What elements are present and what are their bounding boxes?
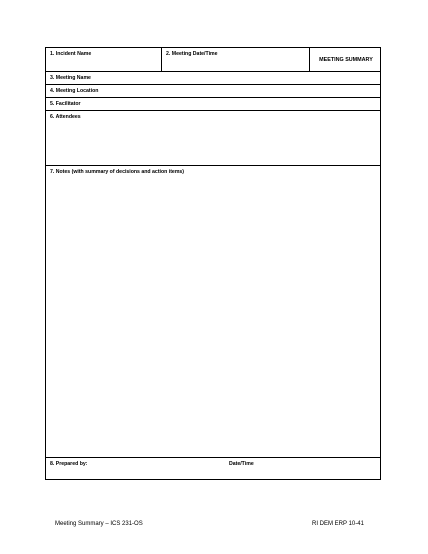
incident-name-field[interactable]: [46, 48, 162, 71]
attendees-label: 6. Attendees: [50, 114, 81, 120]
meeting-name-field[interactable]: [46, 72, 380, 85]
meeting-datetime-label: 2. Meeting Date/Time: [166, 51, 218, 57]
facilitator-field[interactable]: [46, 98, 380, 111]
attendees-field[interactable]: [46, 111, 380, 166]
incident-name-label: 1. Incident Name: [50, 51, 92, 57]
prepared-by-row[interactable]: [46, 458, 380, 479]
date-time-label: Date/Time: [229, 461, 254, 467]
footer-form-name: Meeting Summary – ICS 231-OS: [55, 521, 143, 527]
facilitator-label: 5. Facilitator: [50, 101, 81, 107]
meeting-location-label: 4. Meeting Location: [50, 88, 99, 94]
notes-field[interactable]: [46, 166, 380, 458]
notes-label: 7. Notes (with summary of decisions and action items): [50, 169, 185, 175]
header-row: [46, 48, 380, 72]
meeting-summary-form: [45, 47, 381, 480]
meeting-location-field[interactable]: [46, 85, 380, 98]
form-title: MEETING SUMMARY: [319, 57, 373, 63]
meeting-name-label: 3. Meeting Name: [50, 75, 91, 81]
meeting-datetime-field[interactable]: [162, 48, 310, 71]
prepared-by-label: 8. Prepared by:: [50, 461, 88, 467]
footer-form-code: RI DEM ERP 10-41: [312, 521, 364, 527]
form-title-cell: [310, 48, 382, 71]
